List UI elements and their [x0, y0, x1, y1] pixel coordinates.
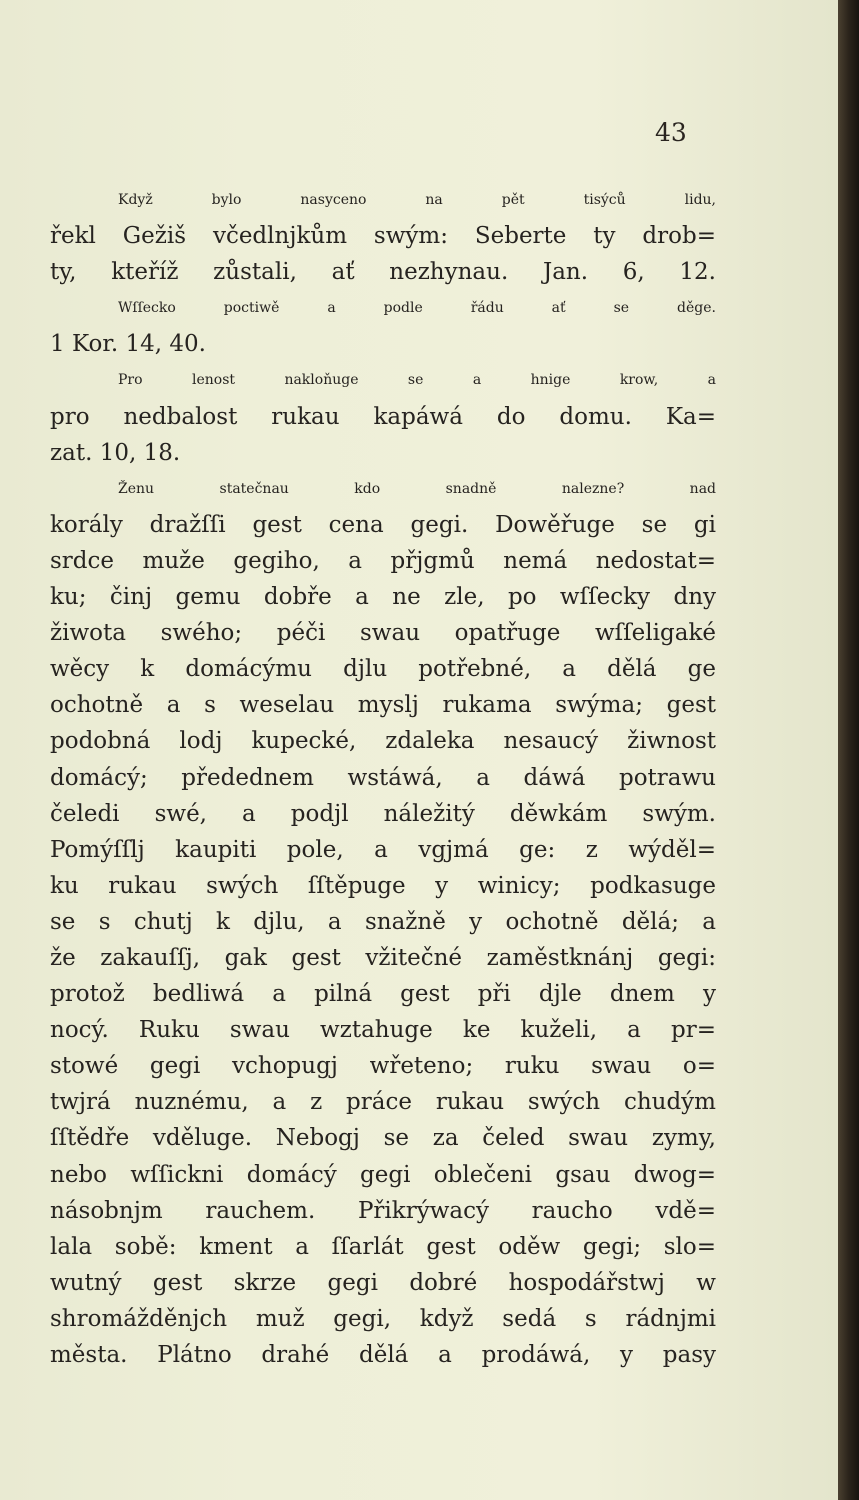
text-line: řekl Gežiš včedlnjkům swým: Seberte ty drob= — [50, 223, 716, 250]
text-line: protož bedliwá a pilná gest při djle dnem y — [50, 981, 716, 1008]
text-line: ku; činj gemu dobře a ne zle, po wſſecky dny — [50, 584, 716, 611]
text-line: pro nedbalost rukau kapáwá do domu. Ka= — [50, 403, 716, 430]
text-line: lala sobě: kment a ſſarlát gest oděw gegi; slo= — [50, 1233, 716, 1260]
text-line: wěcy k domácýmu djlu potřebné, a dělá ge — [50, 656, 716, 683]
text-line: shromážděnjch muž gegi, když sedá s rádnjmi — [50, 1305, 716, 1332]
text-line: nocý. Ruku swau wztahuge ke kuželi, a pr= — [50, 1017, 716, 1044]
text-line: stowé gegi vchopugj wřeteno; ruku swau o= — [50, 1053, 716, 1080]
text-line: města. Plátno drahé dělá a prodáwá, y pasy — [50, 1342, 716, 1368]
text-line: 1 Kor. 14, 40. — [50, 331, 206, 358]
text-line: žiwota swého; péči swau opatřuge wſſeligaké — [50, 620, 716, 647]
text-line: domácý; předednem wstáwá, a dáwá potrawu — [50, 764, 716, 791]
text-line: ochotně a s weselau myslj rukama swýma; gest — [50, 692, 716, 719]
text-line: násobnjm rauchem. Přikrýwacý raucho vdě= — [50, 1197, 716, 1224]
text-line: srdce muže gegiho, a přjgmů nemá nedostat= — [50, 547, 716, 574]
text-line: Pomýſſlj kaupiti pole, a vgjmá ge: z wýděl= — [50, 836, 716, 863]
text-line: korály dražſſi gest cena gegi. Dowěřuge se gi — [50, 511, 716, 538]
text-line: nebo wſſickni domácý gegi oblečeni gsau dwog= — [50, 1161, 716, 1188]
body-text — [50, 182, 716, 1373]
text-line: se s chutj k djlu, a snažně y ochotně dělá; a — [50, 908, 716, 935]
text-line: Wſſecko poctiwě a podle řádu ať se děge. — [118, 300, 716, 317]
text-line: twjrá nuznému, a z práce rukau swých chudým — [50, 1089, 716, 1116]
text-line: Když bylo nasyceno na pět tisýců lidu, — [118, 192, 716, 208]
text-line: wutný gest skrze gegi dobré hospodářstwj w — [50, 1269, 716, 1296]
text-line: ku rukau swých ſſtěpuge y winicy; podkasuge — [50, 872, 716, 899]
text-line: čeledi swé, a podjl náležitý děwkám swým. — [50, 800, 716, 827]
text-line: Pro lenost nakloňuge se a hnige krow, a — [118, 372, 716, 389]
text-line: zat. 10, 18. — [50, 439, 181, 466]
text-line: že zakauſſj, gak gest vžitečné zaměstknánj gegi: — [50, 944, 716, 971]
page-number: 43 — [655, 118, 687, 147]
text-line: ty, kteříž zůstali, ať nezhynau. Jan. 6, 12. — [50, 259, 716, 286]
text-line: podobná lodj kupecké, zdaleka nesaucý žiwnost — [50, 728, 716, 755]
text-line: ſſtědře vděluge. Nebogj se za čeled swau zymy, — [50, 1125, 716, 1152]
text-line: Ženu statečnau kdo snadně nalezne? nad — [118, 480, 716, 497]
scan-edge — [838, 0, 859, 1500]
